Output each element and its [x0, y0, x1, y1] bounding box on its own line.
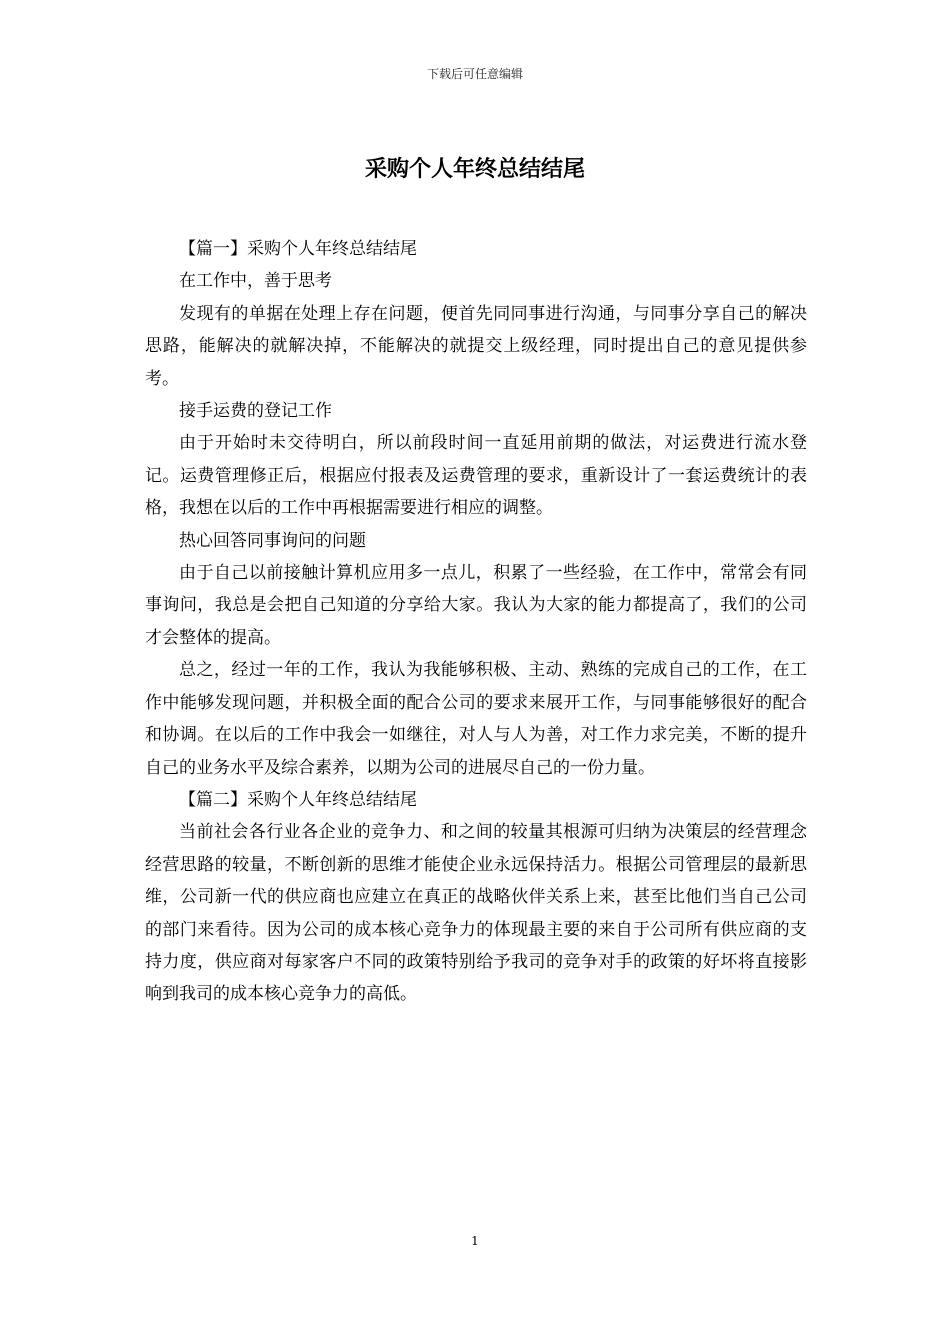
section-heading-1: 【篇一】采购个人年终总结结尾 — [179, 239, 417, 259]
subheading-thinking: 在工作中，善于思考 — [179, 271, 332, 292]
subheading-freight: 接手运费的登记工作 — [179, 401, 332, 422]
body-paragraph: 由于开始时未交待明白，所以前段时间一直延用前期的做法，对运费进行流水登记。运费管理修正后，根据应付报表及运费管理的要求，重新设计了一套运费统计的表格，我想在以后的工作中再根据需要进行相应的调整。 — [145, 433, 807, 519]
document-title: 采购个人年终总结结尾 — [364, 156, 585, 182]
page-number: 1 — [471, 1234, 479, 1248]
subheading-helping: 热心回答同事询问的问题 — [179, 530, 366, 551]
body-paragraph: 发现有的单据在处理上存在问题，便首先同同事进行沟通，与同事分享自己的解决思路，能解决的就解决掉，不能解决的就提交上级经理，同时提出自己的意见提供参考。 — [145, 303, 807, 389]
body-paragraph-summary: 总之，经过一年的工作，我认为我能够积极、主动、熟练的完成自己的工作，在工作中能够发现问题，并积极全面的配合公司的要求来展开工作，与同事能够很好的配合和协调。在以后的工作中我会一如继往，对人与人为善，对工作力求完美，不断的提升自己的业务水平及综合素养，以期为公司的进展尽自己的一份力量。 — [145, 660, 807, 778]
page-header-note: 下载后可任意编辑 — [426, 67, 523, 81]
body-paragraph: 当前社会各行业各企业的竞争力、和之间的较量其根源可归纳为决策层的经营理念经营思路的较量，不断创新的思维才能使企业永远保持活力。根据公司管理层的最新思维，公司新一代的供应商也应建立在真正的战略伙伴关系上来，甚至比他们当自己公司的部门来看待。因为公司的成本核心竞争力的体现最主要的来自于公司所有供应商的支持力度，供应商对每家客户不同的政策特别给予我司的竞争对手的政策的好坏将直接影响到我司的成本核心竞争力的高低。 — [145, 822, 807, 1005]
body-paragraph: 由于自己以前接触计算机应用多一点儿，积累了一些经验，在工作中，常常会有同事询问，我总是会把自己知道的分享给大家。我认为大家的能力都提高了，我们的公司才会整体的提高。 — [145, 563, 807, 648]
section-heading-2: 【篇二】采购个人年终总结结尾 — [179, 789, 417, 810]
document-body — [145, 233, 807, 1011]
